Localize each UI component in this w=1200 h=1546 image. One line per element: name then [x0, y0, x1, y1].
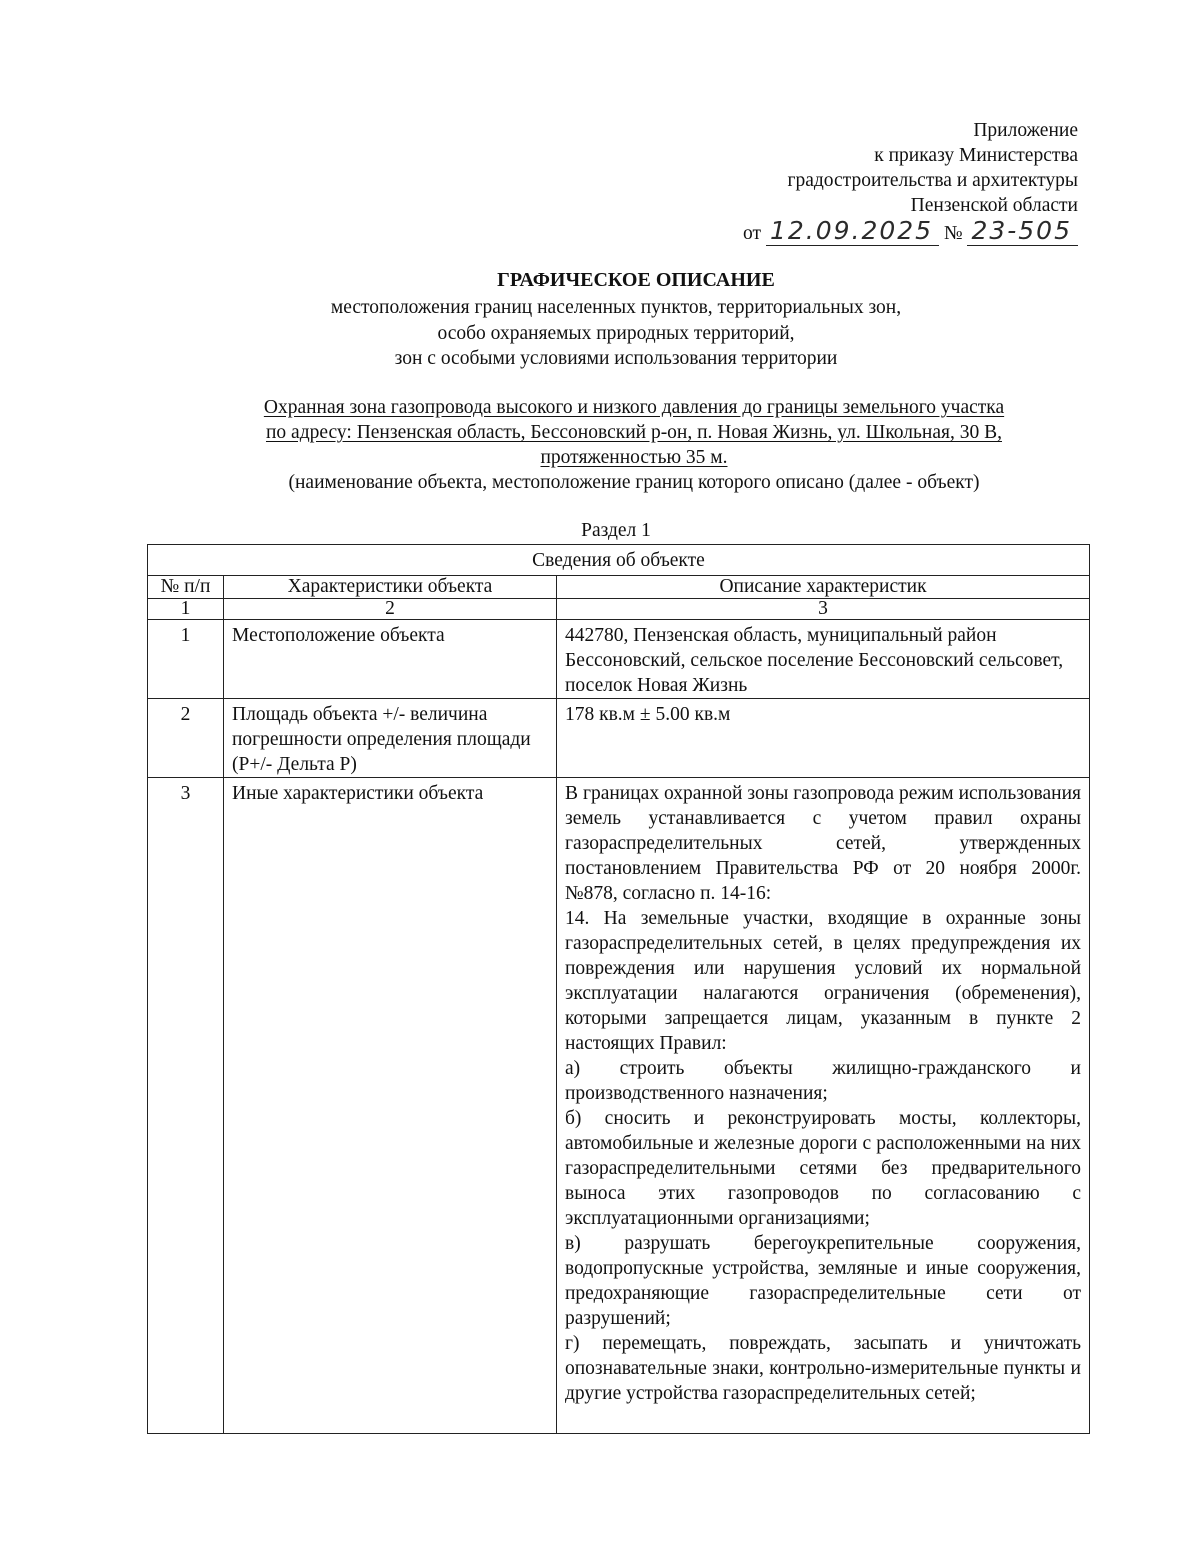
description-paragraph: в) разрушать берегоукрепительные сооружения, водопропускные устройства, земляные и иные сооружения, предохраняющие газораспределительные сети от разрушений; — [565, 1233, 1081, 1329]
document-title: ГРАФИЧЕСКОЕ ОПИСАНИЕ — [497, 269, 775, 291]
description-paragraph: б) сносить и реконструировать мосты, коллекторы, автомобильные и железные дороги с расположенными на них газораспределительными сетями без предварительного выноса этих газопроводов по согласованию с эксплуатационными организациями; — [565, 1108, 1081, 1229]
object-info-table — [147, 544, 1090, 1434]
handwritten-number: 23-505 — [967, 216, 1078, 246]
table-caption: Сведения об объекте — [148, 545, 1090, 576]
subtitle-line: особо охраняемых природных территорий, — [437, 322, 795, 344]
description-paragraph: а) строить объекты жилищно-гражданского и производственного назначения; — [565, 1058, 1081, 1104]
appendix-line: градостроительства и архитектуры — [787, 170, 1078, 191]
row-description: 178 кв.м ± 5.00 кв.м — [557, 699, 1090, 778]
row-characteristic: Площадь объекта +/- величина погрешности определения площади (Р+/- Дельта Р) — [224, 699, 557, 778]
column-number: 1 — [148, 599, 224, 620]
description-paragraph: г) перемещать, повреждать, засыпать и уничтожать опознавательные знаки, контрольно-измерительные пункты и другие устройства газораспределительных сетей; — [565, 1333, 1081, 1404]
appendix-line: Пензенской области — [910, 195, 1078, 216]
row-number: 1 — [148, 620, 224, 699]
table-row — [148, 620, 1090, 699]
table-header-row — [148, 576, 1090, 599]
from-label: от — [743, 223, 762, 244]
column-number-row — [148, 599, 1090, 620]
table-row — [148, 778, 1090, 1434]
number-label: № — [943, 223, 963, 244]
table-row — [148, 699, 1090, 778]
subtitle-line: зон с особыми условиями использования территории — [394, 348, 838, 369]
row-description — [557, 778, 1090, 1434]
section-label: Раздел 1 — [581, 520, 651, 541]
column-number: 2 — [224, 599, 557, 620]
column-number: 3 — [557, 599, 1090, 620]
row-description: 442780, Пензенская область, муниципальный район Бессоновский, сельское поселение Бессоновский сельсовет, поселок Новая Жизнь — [557, 620, 1090, 699]
object-name-line: по адресу: Пензенская область, Бессоновский р-он, п. Новая Жизнь, ул. Школьная, 30 В, — [265, 422, 1002, 443]
row-number: 2 — [148, 699, 224, 778]
object-name-line: протяженностью 35 м. — [540, 447, 728, 468]
description-paragraph: 14. На земельные участки, входящие в охранные зоны газораспределительных сетей, в целях предупреждения их повреждения или нарушения условий их нормальной эксплуатации налагаются ограничения (обременения), которыми запрещается лицам, указанным в пункте 2 настоящих Правил: — [565, 908, 1081, 1054]
handwritten-date: 12.09.2025 — [766, 216, 939, 246]
header-cell: Характеристики объекта — [224, 576, 557, 599]
object-name-line: Охранная зона газопровода высокого и низкого давления до границы земельного участка — [263, 397, 1005, 418]
header-cell: Описание характеристик — [557, 576, 1090, 599]
object-note: (наименование объекта, местоположение границ которого описано (далее - объект) — [288, 472, 980, 493]
appendix-block — [743, 118, 1078, 246]
row-characteristic: Иные характеристики объекта — [224, 778, 557, 1434]
subtitle-line: местоположения границ населенных пунктов, территориальных зон, — [330, 297, 902, 318]
row-number: 3 — [148, 778, 224, 1434]
row-characteristic: Местоположение объекта — [224, 620, 557, 699]
description-paragraph: В границах охранной зоны газопровода режим использования земель устанавливается с учетом правил охраны газораспределительных сетей, утвержденных постановлением Правительства РФ от 20 ноября 2000г. №878, согласно п. 14-16: — [565, 783, 1081, 904]
object-name-block — [0, 395, 1200, 495]
header-cell: № п/п — [148, 576, 224, 599]
appendix-line: к приказу Министерства — [874, 145, 1078, 166]
order-date-number — [743, 218, 1078, 246]
table-caption-row — [148, 545, 1090, 576]
document-subtitle — [0, 295, 1200, 372]
appendix-line: Приложение — [973, 120, 1078, 141]
